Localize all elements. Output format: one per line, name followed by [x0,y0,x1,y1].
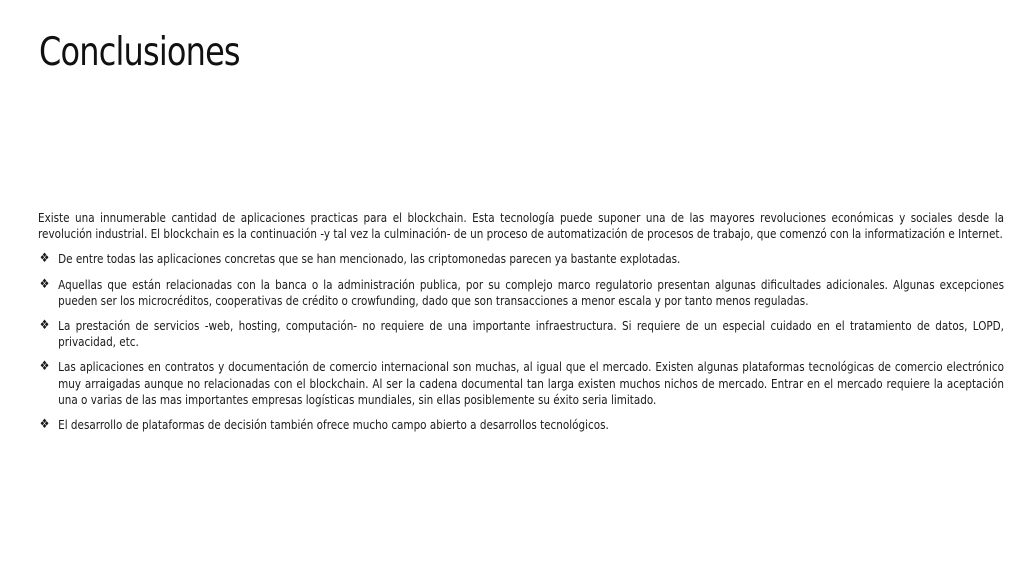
bullet-text: Aquellas que están relacionadas con la banca o la administración publica, por su complejo marco regulatorio presentan algunas dificultades adicionales. Algunas excepciones pueden ser los microcréditos, cooperativas de crédito o crowfunding, dado que son transacciones a menor escala y por tanto menos reguladas. [58,276,1005,308]
bullet-text: Las aplicaciones en contratos y documentación de comercio internacional son muchas, al igual que el mercado. Existen algunas plataformas tecnológicas de comercio electrónico muy arraigadas aunque no relacionadas con el blockchain. Al ser la cadena documental tan larga existen muchos nichos de mercado. Entrar en el mercado requiere la aceptación una o varias de las mas importantes empresas logísticas mundiales, sin ellas posiblemente su éxito seria limitado. [58,359,1005,407]
bullet-item [38,318,1004,350]
intro-paragraph: Existe una innumerable cantidad de aplicaciones practicas para el blockchain. Esta tecnología puede suponer una de las mayores revoluciones económicas y sociales desde la revolución industrial. El blockchain es la continuación -y tal vez la culminación- de un proceso de automatización de procesos de trabajo, que comenzó con la informatización e Internet. [38,210,1004,242]
bullet-item [38,277,1004,309]
diamond-bullet-icon: ❖ [39,251,50,267]
diamond-bullet-icon: ❖ [39,318,50,334]
slide-body-text [38,210,1004,433]
slide-body [38,210,1004,442]
diamond-bullet-icon: ❖ [39,276,50,292]
diamond-bullet-icon: ❖ [39,417,50,433]
slide-title: Conclusiones [39,30,240,75]
bullet-item [38,251,1004,267]
bullet-item [38,359,1004,408]
bullet-item [38,417,1004,433]
bullet-text: De entre todas las aplicaciones concretas que se han mencionado, las criptomonedas parecen ya bastante explotadas. [58,251,681,267]
diamond-bullet-icon: ❖ [39,359,50,375]
bullet-text: La prestación de servicios -web, hosting, computación- no requiere de una importante infraestructura. Si requiere de un especial cuidado en el tratamiento de datos, LOPD, privacidad, etc. [58,318,1005,350]
bullet-text: El desarrollo de plataformas de decisión también ofrece mucho campo abierto a desarrollos tecnológicos. [58,417,609,433]
